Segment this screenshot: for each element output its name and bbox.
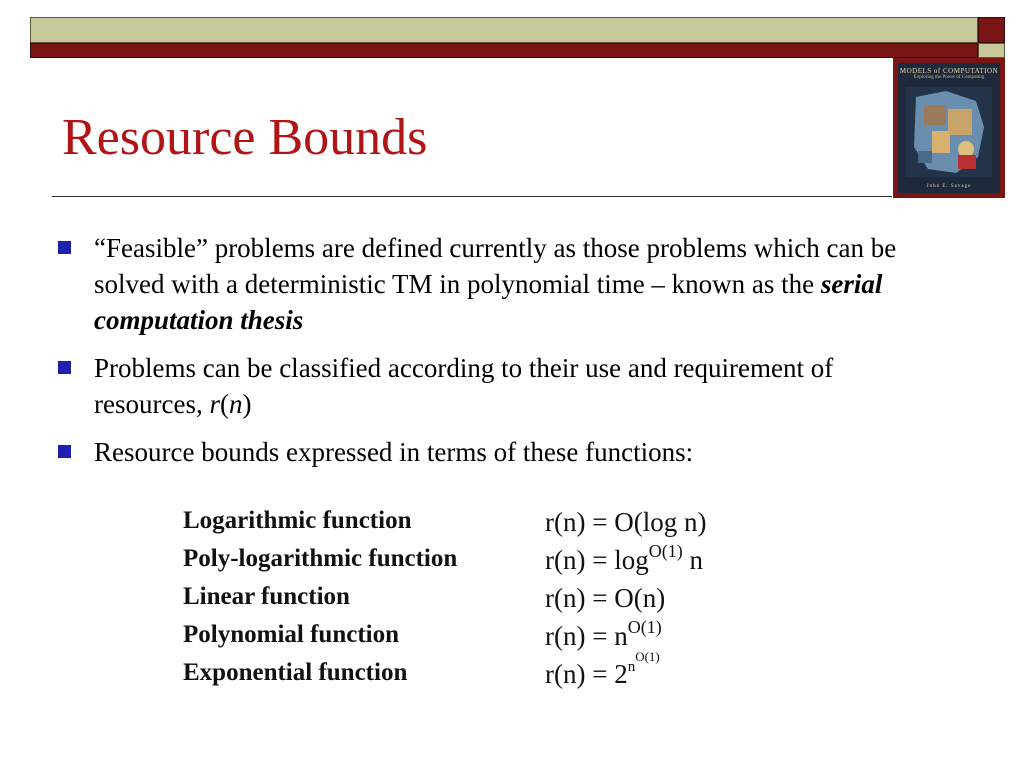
bullet-text: Problems can be classified according to their use and requirement of resources, (94, 353, 834, 419)
function-name: Poly-logarithmic function (183, 545, 458, 572)
bullet-math-r: r (209, 389, 220, 419)
header-corner-red (978, 17, 1005, 43)
function-table (183, 507, 803, 697)
expr-lhs: r(n) = (545, 621, 615, 651)
function-name: Exponential function (183, 659, 408, 686)
book-title: MODELS of COMPUTATION (899, 67, 999, 75)
bullet-emphasis: serial computation thesis (94, 269, 883, 335)
function-name: Polynomial function (183, 621, 399, 648)
book-cover-art (906, 87, 992, 177)
function-row (183, 617, 803, 659)
title-divider (52, 196, 892, 197)
expr-rhs: O(n) (614, 583, 666, 613)
book-author: John E. Savage (926, 184, 972, 189)
function-expression (545, 507, 706, 538)
expr-superscript-nested: O(1) (635, 649, 660, 664)
expr-lhs: r(n) = (545, 507, 615, 537)
function-row (183, 649, 803, 697)
function-name: Logarithmic function (183, 507, 412, 534)
expr-base: 2 (614, 659, 628, 689)
square-bullet-icon (58, 361, 71, 374)
header-olive-bar (30, 17, 978, 43)
expr-lhs: r(n) = (545, 583, 615, 613)
book-cover (893, 58, 1005, 198)
function-name: Linear function (183, 583, 350, 610)
function-row (183, 583, 803, 621)
bullet-math-close: ) (242, 389, 252, 419)
book-subtitle: Exploring the Power of Computing (913, 75, 985, 80)
bullet-math-open: ( (219, 389, 229, 419)
expr-tail: n (682, 545, 703, 575)
square-bullet-icon (58, 445, 71, 458)
expr-lhs: r(n) = (545, 545, 615, 575)
header-red-bar (30, 43, 978, 58)
square-bullet-icon (58, 241, 71, 254)
expr-superscript: O(1) (627, 617, 662, 637)
expr-base: log (614, 545, 649, 575)
function-row (183, 541, 803, 583)
bullet-math-n: n (228, 389, 243, 419)
bullet-item (50, 434, 910, 470)
expr-base: n (614, 621, 628, 651)
slide-title: Resource Bounds (62, 109, 428, 166)
function-expression (545, 541, 703, 576)
expr-lhs: r(n) = (545, 659, 615, 689)
function-row (183, 507, 803, 545)
function-expression (545, 649, 660, 690)
expr-rhs: O(log n) (614, 507, 707, 537)
bullet-text: “Feasible” problems are defined currently as those problems which can be solved with a deterministic TM in polynomial time – known as the (94, 233, 897, 299)
bullet-text: Resource bounds expressed in terms of these functions: (94, 437, 694, 467)
book-cover-inner (898, 63, 1000, 193)
bullet-list (50, 230, 910, 482)
function-expression (545, 583, 665, 614)
expr-superscript: n (627, 659, 636, 675)
bullet-item (50, 230, 910, 338)
function-expression (545, 617, 662, 652)
bullet-item (50, 350, 910, 422)
expr-superscript: O(1) (648, 541, 683, 561)
header-corner-olive (978, 43, 1005, 58)
